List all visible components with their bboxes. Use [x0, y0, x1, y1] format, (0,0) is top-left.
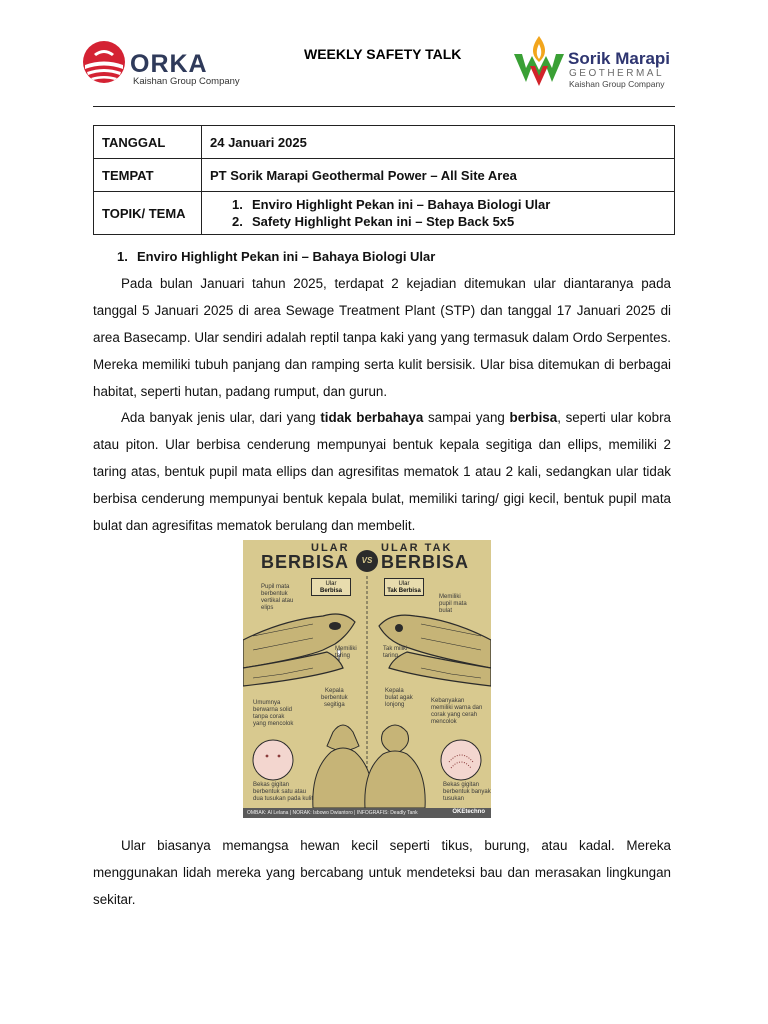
topic-list [210, 196, 666, 230]
ig-tag-right-2: Tak Berbisa [387, 588, 421, 594]
ig-label-right-pupil [439, 594, 467, 615]
list-number: 2. [232, 214, 243, 229]
p2-text-c: sampai yang [423, 410, 510, 425]
ig-label-line: Tak miliki [383, 646, 408, 652]
sorik-marapi-logo-sub: Kaishan Group Company [569, 79, 665, 89]
orka-logo-text: ORKA [130, 50, 208, 78]
ig-label-line: taring [383, 653, 399, 659]
ig-label-right-warna [431, 698, 482, 726]
ig-label-left-warna [253, 700, 293, 728]
sorik-marapi-logo [512, 34, 677, 92]
row-key-tempat: TEMPAT [94, 159, 202, 192]
ig-label-line: Memiliki [335, 646, 357, 652]
p2-text-a: Ada banyak jenis ular, dari yang [121, 410, 321, 425]
row-value-topik [202, 192, 675, 235]
ig-label-line: yang mencolok [253, 721, 294, 727]
ig-label-line: vertikal atau [261, 598, 294, 604]
ig-label-right-kepala [385, 688, 413, 709]
orka-logo-icon [82, 40, 128, 86]
orka-logo-sub: Kaishan Group Company [133, 76, 240, 87]
ig-left-title-2: BERBISA [261, 552, 350, 572]
ig-label-line: bulat [439, 608, 453, 614]
ig-label-line: lonjong [385, 702, 405, 708]
sorik-marapi-logo-text: Sorik Marapi [568, 49, 671, 68]
ig-tag-left-1: Ular [325, 581, 337, 587]
ig-label-line: berbentuk banyak [443, 789, 491, 795]
orka-logo [82, 38, 252, 90]
ig-label-line: berbentuk [321, 695, 348, 701]
ig-label-left-pupil [261, 584, 293, 612]
ig-label-line: berbentuk [261, 591, 288, 597]
sorik-marapi-logo-geo: GEOTHERMAL [569, 68, 665, 79]
ig-label-line: bulat agak [385, 695, 413, 701]
ig-label-line: Kepala [385, 688, 404, 694]
snake-illustration [243, 540, 491, 818]
ig-label-line: taring [335, 653, 351, 659]
list-item [232, 196, 666, 213]
ig-label-line: elips [261, 605, 274, 611]
page-header [82, 34, 677, 94]
ig-footer-credits: OMBAK: Al Lelana | NORAK: Isbowo Dwiantoro | INFOGRAFIS: Deadly Tank [247, 810, 418, 816]
ig-footer-bar [243, 808, 491, 818]
section-heading-text: Enviro Highlight Pekan ini – Bahaya Biologi Ular [137, 249, 436, 264]
info-table [93, 125, 675, 235]
list-text: Safety Highlight Pekan ini – Step Back 5x5 [252, 214, 515, 229]
ig-label-left-kepala [321, 688, 348, 709]
ig-tag-right-1: Ular [398, 581, 410, 587]
list-number: 1. [232, 197, 243, 212]
ig-label-line: segitiga [324, 702, 345, 708]
ig-label-line: memiliki warna dan [431, 705, 483, 711]
paragraph-2 [93, 404, 671, 539]
ig-label-left-taring [335, 646, 357, 660]
section-number: 1. [117, 249, 128, 264]
ig-label-line: Kebanyakan [431, 698, 465, 704]
ig-label-line: Kepala [325, 688, 344, 694]
ig-label-right-gigitan [443, 782, 491, 803]
paragraph-3: Ular biasanya memangsa hewan kecil seperti tikus, burung, atau kadal. Mereka menggunakan lidah mereka yang bercabang untuk mendeteksi bau dan merasakan lingkungan sekitar. [93, 838, 671, 907]
ig-label-right-taring [383, 646, 407, 660]
ig-footer-brand: OKEtechno [452, 809, 485, 815]
section-heading [117, 249, 435, 264]
table-row [94, 192, 675, 235]
page-title: WEEKLY SAFETY TALK [304, 46, 462, 62]
ig-right-title-1: ULAR TAK [381, 542, 453, 554]
ig-label-line: Bekas gigitan [443, 782, 480, 788]
header-divider [93, 106, 675, 107]
ig-label-line: berwarna solid [253, 707, 293, 713]
ig-label-line: berbentuk satu atau [253, 789, 307, 795]
paragraph-1: Pada bulan Januari tahun 2025, terdapat 2 kejadian ditemukan ular diantaranya pada tanggal 5 Januari 2025 di area Sewage Treatment Plant (STP) dan tanggal 17 Januari 2025 di area Basecamp. Ular sendiri adalah reptil tanpa kaki yang yang termasuk dalam Ordo Serpentes. Mereka memiliki tubuh panjang dan ramping serta kulit bersisik. Ular bisa ditemukan di berbagai habitat, seperti hutan, padang rumput, dan gurun. [93, 276, 671, 399]
ig-left-title-1: ULAR [311, 542, 350, 554]
ig-label-left-gigitan [253, 782, 313, 803]
row-value-tanggal: 24 Januari 2025 [202, 126, 675, 159]
ig-vs-badge: VS [356, 550, 378, 572]
ig-label-line: Bekas gigitan [253, 782, 290, 788]
row-value-tempat: PT Sorik Marapi Geothermal Power – All Site Area [202, 159, 675, 192]
ig-right-title-2: BERBISA [381, 552, 470, 572]
ig-label-line: Pupil mata [261, 584, 290, 590]
ig-label-line: tanpa corak [253, 714, 285, 720]
sorik-marapi-logo-icon [512, 36, 566, 88]
table-row [94, 126, 675, 159]
ig-tag-left-2: Berbisa [319, 588, 342, 594]
ig-label-line: Umumnya [253, 700, 281, 706]
list-item [232, 213, 666, 230]
ig-label-line: tusukan [443, 796, 465, 802]
row-key-tanggal: TANGGAL [94, 126, 202, 159]
p2-bold-berbisa: berbisa [509, 410, 558, 425]
table-row [94, 159, 675, 192]
ig-label-line: Memiliki [439, 594, 461, 600]
ig-label-line: mencolok [431, 719, 457, 725]
list-text: Enviro Highlight Pekan ini – Bahaya Biologi Ular [252, 197, 551, 212]
p2-bold-tidak-berbahaya: tidak berbahaya [320, 410, 424, 425]
ig-label-line: corak yang cerah [431, 712, 478, 718]
p2-text-e: , seperti ular kobra atau piton. Ular berbisa cenderung mempunyai bentuk kepala segitiga dan ellips, memiliki 2 taring atas, bentuk pupil mata ellips dan agresifitas mematok 1 atau 2 kali, sedangkan ular tidak berbisa cenderung mempunyai bentuk kepala bulat, memiliki taring/ gigi kecil, bentuk pupil mata bulat dan agresifitas mematok berulang dan membelit. [93, 410, 671, 533]
snake-infographic [243, 540, 491, 818]
row-key-topik: TOPIK/ TEMA [94, 192, 202, 235]
ig-label-line: pupil mata [439, 601, 467, 607]
ig-label-line: dua tusukan pada kulit [253, 796, 314, 802]
